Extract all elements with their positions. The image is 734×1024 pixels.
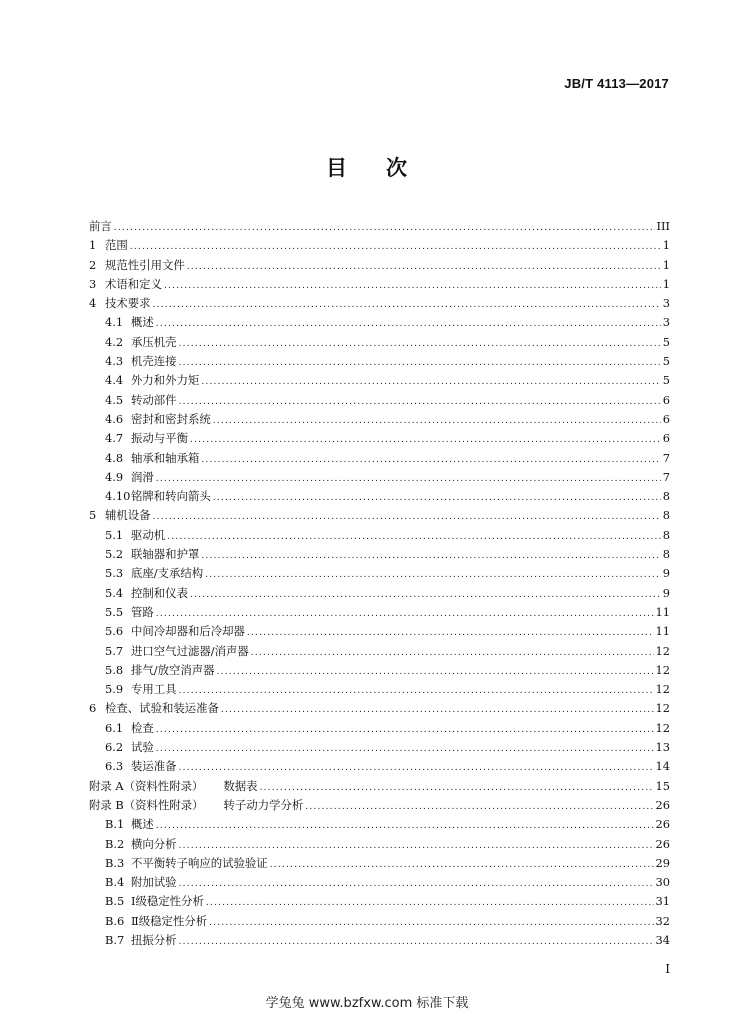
toc-entry-page: 26	[655, 836, 670, 851]
toc-entry-title: 驱动机	[131, 527, 166, 542]
toc-entry[interactable]	[89, 816, 670, 835]
toc-entry-number: B.6	[105, 913, 125, 928]
table-of-contents	[89, 218, 670, 951]
toc-leader-dots	[247, 628, 654, 638]
toc-entry-title: 密封和密封系统	[131, 411, 211, 426]
toc-entry-title: 底座/支承结构	[131, 566, 204, 581]
toc-entry-number: 5.5	[105, 604, 124, 619]
toc-entry-number: 1	[89, 238, 97, 253]
toc-entry[interactable]	[89, 218, 670, 237]
toc-entry[interactable]	[89, 585, 670, 604]
toc-entry-title: 规范性引用文件	[105, 257, 185, 272]
toc-leader-dots	[201, 551, 660, 561]
toc-entry[interactable]	[89, 565, 670, 584]
toc-entry-page: 7	[662, 450, 670, 465]
toc-entry[interactable]	[89, 758, 670, 777]
toc-entry-title: 横向分析	[131, 836, 177, 851]
toc-entry[interactable]	[89, 604, 670, 623]
toc-entry-number: 5.3	[105, 566, 124, 581]
toc-leader-dots	[201, 377, 660, 387]
toc-entry[interactable]	[89, 411, 670, 430]
toc-entry-label	[131, 739, 154, 755]
toc-entry[interactable]	[89, 643, 670, 662]
toc-entry-page: 31	[655, 894, 670, 909]
toc-entry[interactable]	[89, 836, 670, 855]
toc-entry-number: 4.1	[105, 315, 124, 330]
toc-entry-title: 范围	[105, 238, 128, 253]
toc-entry-label	[131, 372, 199, 388]
toc-leader-dots	[209, 918, 653, 928]
toc-entry-label	[89, 778, 258, 794]
toc-entry-page: 12	[655, 720, 670, 735]
toc-entry-number: 4.4	[105, 373, 124, 388]
toc-entry-title: 试验	[131, 740, 154, 755]
standard-code: JB/T 4113—2017	[564, 76, 669, 91]
toc-entry-title: 技术要求	[105, 296, 151, 311]
page-title	[0, 152, 734, 182]
toc-entry-page: 8	[662, 527, 670, 542]
toc-leader-dots	[156, 474, 661, 484]
toc-entry-number: 5.9	[105, 682, 124, 697]
toc-entry-label	[89, 218, 112, 234]
toc-entry-label	[131, 836, 177, 852]
toc-entry[interactable]	[89, 797, 670, 816]
toc-leader-dots	[221, 705, 654, 715]
toc-entry-title: 检查、试验和装运准备	[105, 701, 219, 716]
toc-entry-label	[131, 623, 245, 639]
toc-entry-page: 9	[662, 566, 670, 581]
toc-leader-dots	[206, 898, 654, 908]
toc-entry-number: 6.2	[105, 740, 124, 755]
toc-entry[interactable]	[89, 681, 670, 700]
toc-entry[interactable]	[89, 488, 670, 507]
title-char-1: 目	[326, 156, 348, 180]
toc-entry-page: 26	[655, 797, 670, 812]
toc-entry-label	[131, 758, 177, 774]
toc-entry[interactable]	[89, 662, 670, 681]
toc-entry-label	[131, 488, 211, 504]
toc-entry[interactable]	[89, 430, 670, 449]
toc-entry[interactable]	[89, 469, 670, 488]
toc-entry-page: 5	[662, 334, 670, 349]
toc-entry-number: 2	[89, 257, 97, 272]
toc-entry-number: 4.6	[105, 411, 124, 426]
toc-entry-label	[131, 604, 154, 620]
toc-entry-number: 5.4	[105, 585, 124, 600]
toc-entry-title: 机壳连接	[131, 354, 177, 369]
toc-leader-dots	[179, 937, 654, 947]
toc-leader-dots	[270, 860, 654, 870]
toc-entry[interactable]	[89, 546, 670, 565]
toc-leader-dots	[201, 455, 660, 465]
toc-entry-title: 不平衡转子响应的试验验证	[131, 855, 268, 870]
toc-entry-number: B.5	[105, 894, 125, 909]
toc-leader-dots	[164, 281, 661, 291]
toc-entry-number: 5.6	[105, 624, 124, 639]
toc-leader-dots	[153, 300, 661, 310]
toc-entry-label	[131, 893, 204, 909]
toc-entry-number: 4.7	[105, 431, 124, 446]
toc-leader-dots	[187, 262, 661, 272]
toc-entry-title: 排气/放空消声器	[131, 662, 215, 677]
toc-entry-page: 12	[655, 701, 670, 716]
toc-leader-dots	[156, 725, 654, 735]
toc-entry-number: 3	[89, 276, 97, 291]
toc-entry[interactable]	[89, 450, 670, 469]
toc-leader-dots	[156, 744, 654, 754]
toc-entry-page: 32	[655, 913, 670, 928]
toc-entry-title: 承压机壳	[131, 334, 177, 349]
toc-entry-number: 4.10	[105, 489, 131, 504]
toc-entry-page: 26	[655, 817, 670, 832]
toc-leader-dots	[179, 879, 654, 889]
toc-entry-page: 15	[655, 778, 670, 793]
toc-entry-number: 4.8	[105, 450, 124, 465]
toc-entry-title: 中间冷却器和后冷却器	[131, 624, 245, 639]
toc-leader-dots	[167, 532, 661, 542]
toc-entry-number: B.3	[105, 855, 125, 870]
toc-entry-number: 5.8	[105, 662, 124, 677]
toc-leader-dots	[153, 512, 661, 522]
toc-entry-page: 34	[655, 932, 670, 947]
toc-entry-title: 术语和定义	[105, 276, 162, 291]
toc-entry[interactable]	[89, 913, 670, 932]
toc-entry-label	[131, 450, 199, 466]
toc-entry-page: 29	[655, 855, 670, 870]
toc-entry-title: 前言	[89, 219, 112, 233]
toc-entry-title: 联轴器和护罩	[131, 547, 200, 562]
toc-leader-dots	[114, 223, 655, 233]
toc-entry-page: 5	[662, 373, 670, 388]
toc-entry-page: 6	[662, 411, 670, 426]
toc-entry-page: 3	[662, 296, 670, 311]
toc-entry-title: 振动与平衡	[131, 431, 188, 446]
toc-entry-label	[131, 855, 268, 871]
toc-entry-page: 5	[662, 354, 670, 369]
toc-leader-dots	[179, 686, 654, 696]
toc-leader-dots	[213, 493, 661, 503]
toc-entry[interactable]	[89, 237, 670, 256]
toc-entry-title: 润滑	[131, 469, 154, 484]
toc-entry-title: 检查	[131, 720, 154, 735]
watermark-text: 学兔兔 www.bzfxw.com 标准下载	[265, 996, 469, 1011]
toc-entry-number: 5	[89, 508, 97, 523]
toc-entry-label	[105, 295, 151, 311]
toc-entry-label	[131, 816, 154, 832]
toc-entry[interactable]	[89, 778, 670, 797]
toc-leader-dots	[156, 609, 654, 619]
toc-entry[interactable]	[89, 392, 670, 411]
toc-entry-label	[131, 546, 199, 562]
toc-entry-title: 装运准备	[131, 759, 177, 774]
toc-entry-page: 14	[655, 759, 670, 774]
toc-leader-dots	[179, 339, 661, 349]
toc-entry-label	[89, 797, 303, 813]
toc-entry-page: 12	[655, 682, 670, 697]
toc-entry-title: 铭牌和转向箭头	[131, 489, 211, 504]
toc-entry-page: 1	[662, 257, 670, 272]
toc-entry-page: 3	[662, 315, 670, 330]
toc-entry-page: 30	[655, 875, 670, 890]
toc-entry-number: 5.7	[105, 643, 124, 658]
toc-leader-dots	[251, 648, 654, 658]
toc-entry-label	[131, 527, 165, 543]
toc-entry-page: 8	[662, 489, 670, 504]
toc-entry-title: 管路	[131, 604, 154, 619]
toc-entry-page: 1	[662, 276, 670, 291]
toc-entry-title: 专用工具	[131, 682, 177, 697]
toc-entry[interactable]	[89, 623, 670, 642]
toc-entry-page: 1	[662, 238, 670, 253]
title-char-2: 次	[386, 156, 408, 180]
toc-entry-title: 附加试验	[131, 875, 177, 890]
toc-entry[interactable]	[89, 855, 670, 874]
toc-entry-label	[131, 913, 207, 929]
toc-entry-number: B.1	[105, 817, 125, 832]
toc-entry[interactable]	[89, 893, 670, 912]
toc-entry-label	[105, 257, 185, 273]
toc-entry-subtitle: 数据表	[223, 778, 258, 793]
toc-entry[interactable]	[89, 334, 670, 353]
toc-entry-label	[131, 314, 154, 330]
toc-entry[interactable]	[89, 314, 670, 333]
toc-entry-title: 附录 B（资料性附录）	[89, 797, 204, 812]
toc-entry-title: 转动部件	[131, 392, 177, 407]
toc-entry-label	[131, 334, 177, 350]
toc-entry-page: 8	[662, 508, 670, 523]
toc-entry-label	[131, 585, 188, 601]
toc-entry-page: 12	[655, 643, 670, 658]
toc-entry-page: 8	[662, 547, 670, 562]
toc-entry-label	[131, 430, 188, 446]
toc-entry-number: 4.2	[105, 334, 124, 349]
toc-leader-dots	[217, 667, 654, 677]
toc-entry-title: 概述	[131, 817, 154, 832]
toc-entry-label	[131, 643, 249, 659]
toc-entry-label	[131, 469, 154, 485]
toc-entry-page: 13	[655, 740, 670, 755]
toc-entry-title: Ⅱ级稳定性分析	[131, 913, 208, 928]
toc-leader-dots	[260, 783, 654, 793]
toc-entry-number: 5.2	[105, 547, 124, 562]
page-number: I	[665, 962, 670, 976]
toc-leader-dots	[179, 763, 654, 773]
toc-leader-dots	[190, 590, 661, 600]
toc-entry-label	[131, 662, 215, 678]
toc-leader-dots	[130, 242, 661, 252]
toc-entry-label	[131, 720, 154, 736]
toc-entry-title: 辅机设备	[105, 508, 151, 523]
toc-leader-dots	[156, 319, 661, 329]
toc-entry-number: B.7	[105, 932, 125, 947]
toc-leader-dots	[213, 416, 661, 426]
toc-leader-dots	[179, 841, 654, 851]
toc-entry-number: 4.5	[105, 392, 124, 407]
toc-entry-number: B.4	[105, 875, 125, 890]
toc-entry-page: 12	[655, 662, 670, 677]
toc-entry-title: 附录 A（资料性附录）	[89, 778, 204, 793]
toc-entry-number: 4.3	[105, 354, 124, 369]
toc-entry-title: 控制和仪表	[131, 585, 188, 600]
toc-entry[interactable]	[89, 257, 670, 276]
toc-entry-label	[131, 874, 177, 890]
toc-entry-number: 6.1	[105, 720, 124, 735]
toc-entry-label	[105, 237, 128, 253]
toc-entry-title: 扭振分析	[131, 932, 177, 947]
toc-entry[interactable]	[89, 874, 670, 893]
toc-entry[interactable]	[89, 720, 670, 739]
toc-entry-label	[131, 392, 177, 408]
toc-entry-title: 轴承和轴承箱	[131, 450, 200, 465]
toc-leader-dots	[205, 570, 661, 580]
toc-entry-label	[105, 507, 151, 523]
toc-leader-dots	[190, 435, 661, 445]
toc-entry[interactable]	[89, 372, 670, 391]
toc-leader-dots	[305, 802, 653, 812]
toc-entry[interactable]	[89, 932, 670, 951]
toc-entry-number: B.2	[105, 836, 125, 851]
toc-entry-label	[105, 700, 219, 716]
toc-entry[interactable]	[89, 353, 670, 372]
toc-entry-number: 4.9	[105, 469, 124, 484]
toc-entry-page: 9	[662, 585, 670, 600]
toc-entry-number: 6.3	[105, 759, 124, 774]
toc-entry-number: 5.1	[105, 527, 124, 542]
toc-entry-label	[131, 565, 203, 581]
toc-entry-page: 6	[662, 392, 670, 407]
toc-entry-page: 7	[662, 469, 670, 484]
toc-entry[interactable]	[89, 700, 670, 719]
toc-entry-label	[131, 681, 177, 697]
toc-entry[interactable]	[89, 507, 670, 526]
toc-entry-title: Ⅰ级稳定性分析	[131, 894, 204, 909]
toc-entry-page: III	[656, 219, 670, 233]
toc-leader-dots	[179, 358, 661, 368]
toc-entry-number: 4	[89, 296, 97, 311]
toc-entry-page: 11	[655, 604, 670, 619]
toc-entry-page: 11	[655, 624, 670, 639]
toc-entry-title: 进口空气过滤器/消声器	[131, 643, 249, 658]
toc-entry[interactable]	[89, 739, 670, 758]
toc-entry-label	[131, 932, 177, 948]
toc-entry-page: 6	[662, 431, 670, 446]
toc-entry-label	[131, 411, 211, 427]
toc-leader-dots	[156, 821, 654, 831]
toc-leader-dots	[179, 397, 661, 407]
toc-entry-number: 6	[89, 701, 97, 716]
toc-entry-label	[131, 353, 177, 369]
toc-entry-title: 概述	[131, 315, 154, 330]
toc-entry[interactable]	[89, 527, 670, 546]
toc-entry-subtitle: 转子动力学分析	[223, 797, 304, 812]
toc-entry-label	[105, 276, 162, 292]
toc-entry[interactable]	[89, 276, 670, 295]
toc-entry-title: 外力和外力矩	[131, 373, 200, 388]
toc-entry[interactable]	[89, 295, 670, 314]
